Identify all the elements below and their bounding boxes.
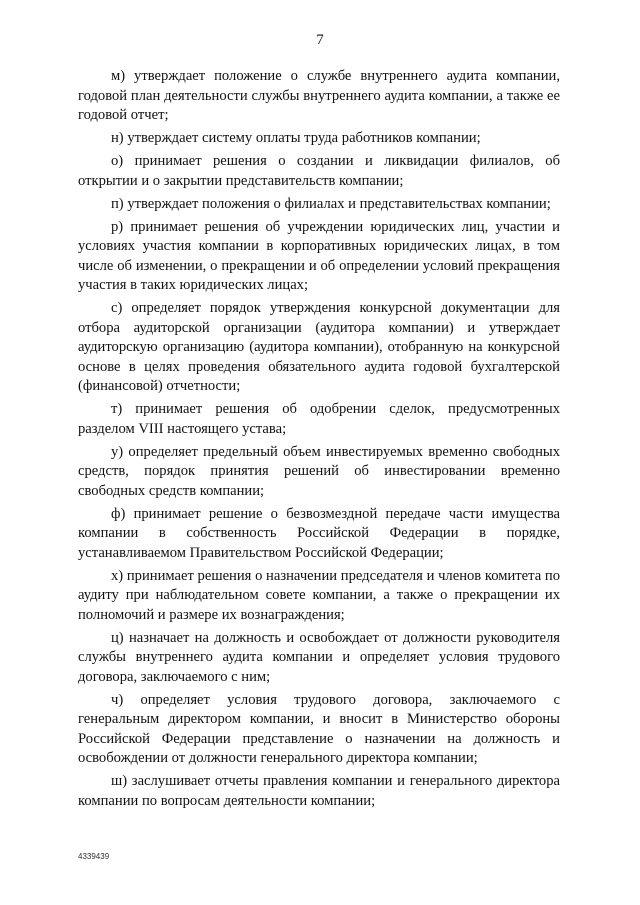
document-code: 4339439 (78, 852, 110, 861)
paragraph-p: п) утверждает положения о филиалах и представительствах компании; (111, 195, 551, 212)
paragraph-s: с) определяет порядок утверждения конкурсной документации для отбора аудиторской организации (аудитора компании) и утверждает аудиторскую организацию (аудитора компании), отобранную на конкурсной основе в целях проведения обязательного аудита годовой бухгалтерской (финансовой) отчетности; (78, 300, 560, 394)
paragraph-m: м) утверждает положение о службе внутреннего аудита компании, годовой план деятельности службы внутреннего аудита компании, а также ее годовой отчет; (78, 68, 560, 123)
paragraph-r: р) принимает решения об учреждении юридических лиц, участии и условиях участия компании в корпоративных юридических лицах, в том числе об изменении, о прекращении и об определении условий прекращения участия в таких юридических лицах; (78, 218, 560, 293)
paragraph-sh: ш) заслушивает отчеты правления компании и генерального директора компании по вопросам деятельности компании; (78, 773, 560, 809)
paragraph-ch: ч) определяет условия трудового договора, заключаемого с генеральным директором компании, и вносит в Министерство обороны Российской Федерации представление о назначении на должность и освобождении от должности генерального директора компании; (78, 691, 560, 766)
page-number: 7 (316, 32, 324, 48)
paragraph-kh: х) принимает решения о назначении председателя и членов комитета по аудиту при наблюдательном совете компании, а также о прекращении их полномочий и размере их вознаграждения; (78, 567, 560, 623)
paragraph-t: т) принимает решения об одобрении сделок, предусмотренных разделом VIII настоящего устава; (78, 401, 560, 437)
paragraph-n: н) утверждает систему оплаты труда работников компании; (111, 130, 481, 146)
paragraph-f: ф) принимает решение о безвозмездной передаче части имущества компании в собственность Российской Федерации в порядке, устанавливаемом Правительством Российской Федерации; (78, 505, 560, 561)
document-body (78, 67, 560, 815)
paragraph-o: о) принимает решения о создании и ликвидации филиалов, об открытии и о закрытии представительств компании; (78, 153, 560, 189)
paragraph-ts: ц) назначает на должность и освобождает от должности руководителя службы внутреннего аудита компании и определяет условия трудового договора, заключаемого с ним; (78, 629, 560, 685)
paragraph-u: у) определяет предельный объем инвестируемых временно свободных средств, порядок принятия решений об инвестировании временно свободных средств компании; (78, 443, 560, 499)
